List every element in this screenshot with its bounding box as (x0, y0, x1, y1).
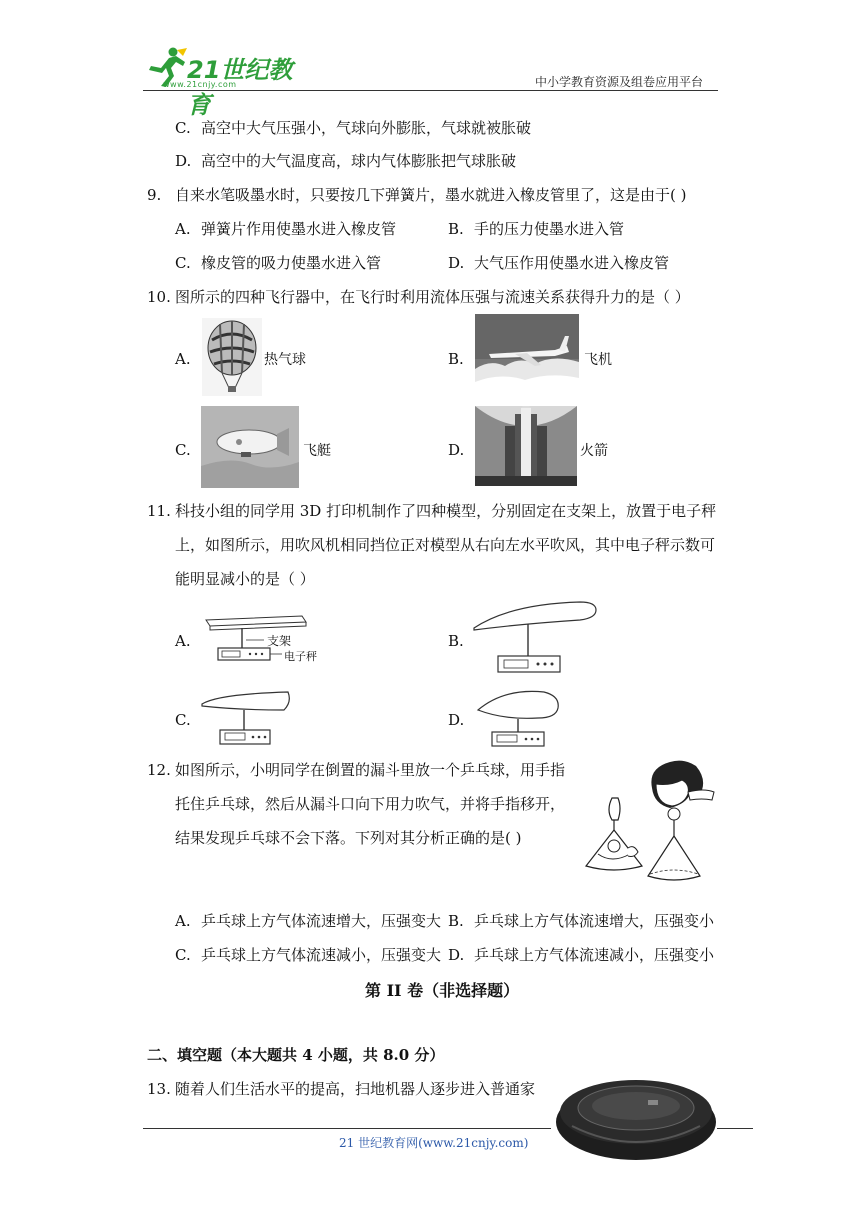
q13-stem: 随着人们生活水平的提高，扫地机器人逐步进入普通家 (175, 1080, 536, 1098)
q12-stem-line-3: 结果发现乒乓球不会下落。下列对其分析正确的是( ) (175, 829, 522, 847)
rocket-image (475, 406, 577, 486)
label-stand: 支架 (267, 634, 292, 648)
q11-stem-line-1: 科技小组的同学用 3D 打印机制作了四种模型，分别固定在支架上，放置于电子秤 (175, 502, 717, 520)
q12-option-a: A. 乒乓球上方气体流速增大，压强变大 (175, 912, 442, 930)
q10-option-a-label: 热气球 (264, 352, 306, 368)
robot-vacuum-image (552, 1066, 720, 1166)
airplane-image (475, 314, 579, 396)
q10-number: 10. (147, 288, 171, 306)
footer-rule-right (717, 1128, 753, 1129)
q11-stem-line-3: 能明显减小的是（ ） (175, 570, 315, 588)
header-rule (143, 90, 718, 91)
q8-option-d: D. 高空中的大气温度高，球内气体膨胀把气球胀破 (175, 152, 517, 170)
label-scale: 电子秤 (284, 650, 317, 663)
q12-number: 12. (147, 761, 171, 779)
q8-option-c: C. 高空中大气压强小，气球向外膨胀，气球就被胀破 (175, 119, 532, 137)
airship-image (201, 406, 299, 488)
funnel-pingpong-image (578, 758, 728, 884)
q12-option-d: D. 乒乓球上方气体流速减小，压强变小 (448, 946, 715, 964)
platform-name: 中小学教育资源及组卷应用平台 (535, 75, 704, 89)
q9-stem: 自来水笔吸墨水时，只要按几下弹簧片，墨水就进入橡皮管里了，这是由于( ) (175, 186, 687, 204)
model-d-symmetric (474, 686, 564, 750)
q9-option-a: A. 弹簧片作用使墨水进入橡皮管 (175, 220, 397, 238)
logo-url: www.21cnjy.com (163, 80, 237, 89)
q9-option-d: D. 大气压作用使墨水进入橡皮管 (448, 254, 670, 272)
q12-stem-line-1: 如图所示，小明同学在倒置的漏斗里放一个乒乓球，用手指 (175, 761, 566, 779)
q9-option-c: C. 橡皮管的吸力使墨水进入管 (175, 254, 382, 272)
q11-option-a-letter: A. (175, 632, 191, 650)
q10-option-c-label: 飞艇 (303, 443, 331, 459)
q13-number: 13. (147, 1080, 171, 1098)
q12-option-c: C. 乒乓球上方气体流速减小，压强变大 (175, 946, 442, 964)
q11-option-c-letter: C. (175, 711, 191, 729)
footer-rule-left (143, 1128, 551, 1129)
q11-option-d-letter: D. (448, 711, 465, 729)
hot-air-balloon-image (202, 318, 262, 396)
q10-stem: 图所示的四种飞行器中，在飞行时利用流体压强与流速关系获得升力的是（ ） (175, 288, 690, 306)
model-b-wing (470, 598, 600, 678)
q11-stem-line-2: 上，如图所示，用吹风机相同挡位正对模型从右向左水平吹风，其中电子秤示数可 (175, 536, 716, 554)
q12-stem-line-2: 托住乒乓球，然后从漏斗口向下用力吹气，并将手指移开， (175, 795, 566, 813)
q10-option-a-letter: A. (175, 350, 191, 368)
part2-title: 第 II 卷（非选择题） (365, 981, 520, 1000)
q9-option-b: B. 手的压力使墨水进入管 (448, 220, 625, 238)
section2-title: 二、填空题（本大题共 4 小题，共 8.0 分） (147, 1046, 445, 1064)
q11-option-b-letter: B. (448, 632, 464, 650)
model-c-inverted-wing (198, 688, 298, 748)
q10-option-b-label: 飞机 (584, 352, 612, 368)
q9-number: 9. (147, 186, 162, 204)
footer-site: 21 世纪教育网(www.21cnjy.com) (339, 1136, 529, 1150)
q10-option-c-letter: C. (175, 441, 191, 459)
logo-text: 21世纪教育 (187, 56, 293, 119)
q12-option-b: B. 乒乓球上方气体流速增大，压强变小 (448, 912, 715, 930)
q10-option-d-label: 火箭 (580, 443, 608, 459)
logo (143, 44, 313, 119)
q11-number: 11. (147, 502, 171, 520)
q10-option-b-letter: B. (448, 350, 464, 368)
q10-option-d-letter: D. (448, 441, 465, 459)
